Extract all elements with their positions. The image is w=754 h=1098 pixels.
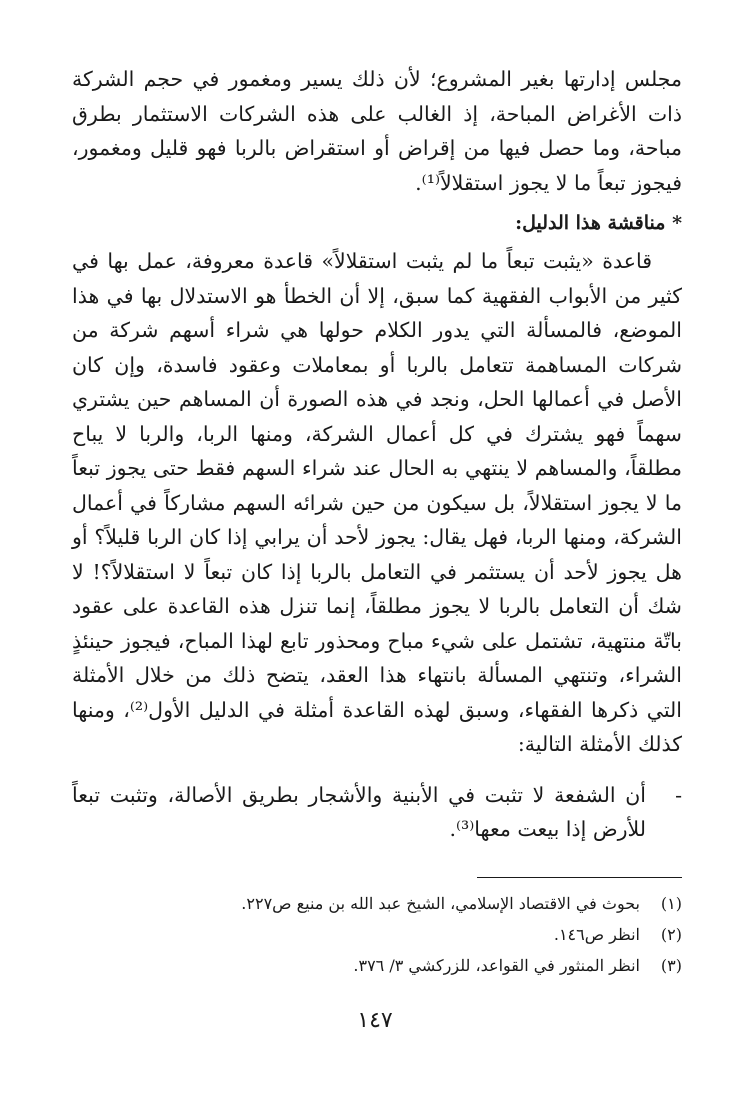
footnote-2 — [72, 919, 682, 950]
footnote-1 — [72, 888, 682, 919]
footnote-text: بحوث في الاقتصاد الإسلامي، الشيخ عبد الله بن منيع ص٢٢٧. — [241, 893, 640, 913]
page-number: ١٤٧ — [357, 1008, 393, 1033]
bullet-item — [72, 778, 682, 847]
footnote-number: (٢) — [660, 924, 682, 944]
footnotes — [72, 888, 682, 981]
page-body — [72, 62, 682, 981]
footnote-3 — [72, 950, 682, 981]
bullet-mark: - — [675, 782, 682, 807]
bullet-text: أن الشفعة لا تثبت في الأبنية والأشجار بطريق الأصالة، وتثبت تبعاً للأرض إذا بيعت معها⁽³⁾. — [72, 782, 646, 841]
footnote-number: (١) — [660, 893, 682, 913]
section-heading: * مناقشة هذا الدليل: — [515, 212, 682, 234]
paragraph-1: مجلس إدارتها بغير المشروع؛ لأن ذلك يسير ومغمور في حجم الشركة ذات الأغراض المباحة، إذ الغالب على هذه الشركات الاستثمار بطرق مباحة، وما حصل فيها من إقراض أو استقراض بالربا فهو قليل ومغمور، فيجوز تبعاً ما لا يجوز استقلالاً⁽¹⁾. — [72, 67, 682, 195]
footnote-number: (٣) — [660, 955, 682, 975]
footnote-text: انظر ص١٤٦. — [553, 924, 640, 944]
footnote-separator — [477, 877, 682, 878]
footnote-text: انظر المنثور في القواعد، للزركشي ٣/ ٣٧٦. — [353, 955, 640, 975]
paragraph-2: قاعدة «يثبت تبعاً ما لم يثبت استقلالاً» قاعدة معروفة، عمل بها في كثير من الأبواب الفقهية كما سبق، إلا أن الخطأ هو الاستدلال بها في هذا الموضع، فالمسألة التي يدور الكلام حولها هي شراء أسهم شركة من شركات المساهمة تتعامل بالربا أو بمعاملات وعقود فاسدة، وإن كان الأصل في أعمالها الحل، ونجد في هذه الصورة أن المساهم حين يشتري سهماً فهو يشترك في كل أعمال الشركة، ومنها الربا، والربا لا يباح مطلقاً، والمساهم لا ينتهي به الحال عند شراء السهم فقط حتى يجوز تبعاً ما لا يجوز استقلالاً، بل سيكون من حين شرائه السهم مشاركاً في أعمال الشركة، ومنها الربا، فهل يقال: يجوز لأحد أن يرابي إذا كان الربا قليلاً؟ أو هل يجوز لأحد أن يستثمر في التعامل بالربا إذا كان تبعاً لا استقلالاً؟! لا شك أن التعامل بالربا لا يجوز مطلقاً، إنما تنزل هذه القاعدة على عقود باتّة منتهية، تشتمل على شيء مباح ومحذور تابع لهذا المباح، فيجوز حينئذٍ الشراء، وتنتهي المسألة بانتهاء هذا العقد، يتضح ذلك من خلال الأمثلة التي ذكرها الفقهاء، وسبق لهذه القاعدة أمثلة في الدليل الأول⁽²⁾، ومنها كذلك الأمثلة التالية: — [72, 249, 682, 756]
